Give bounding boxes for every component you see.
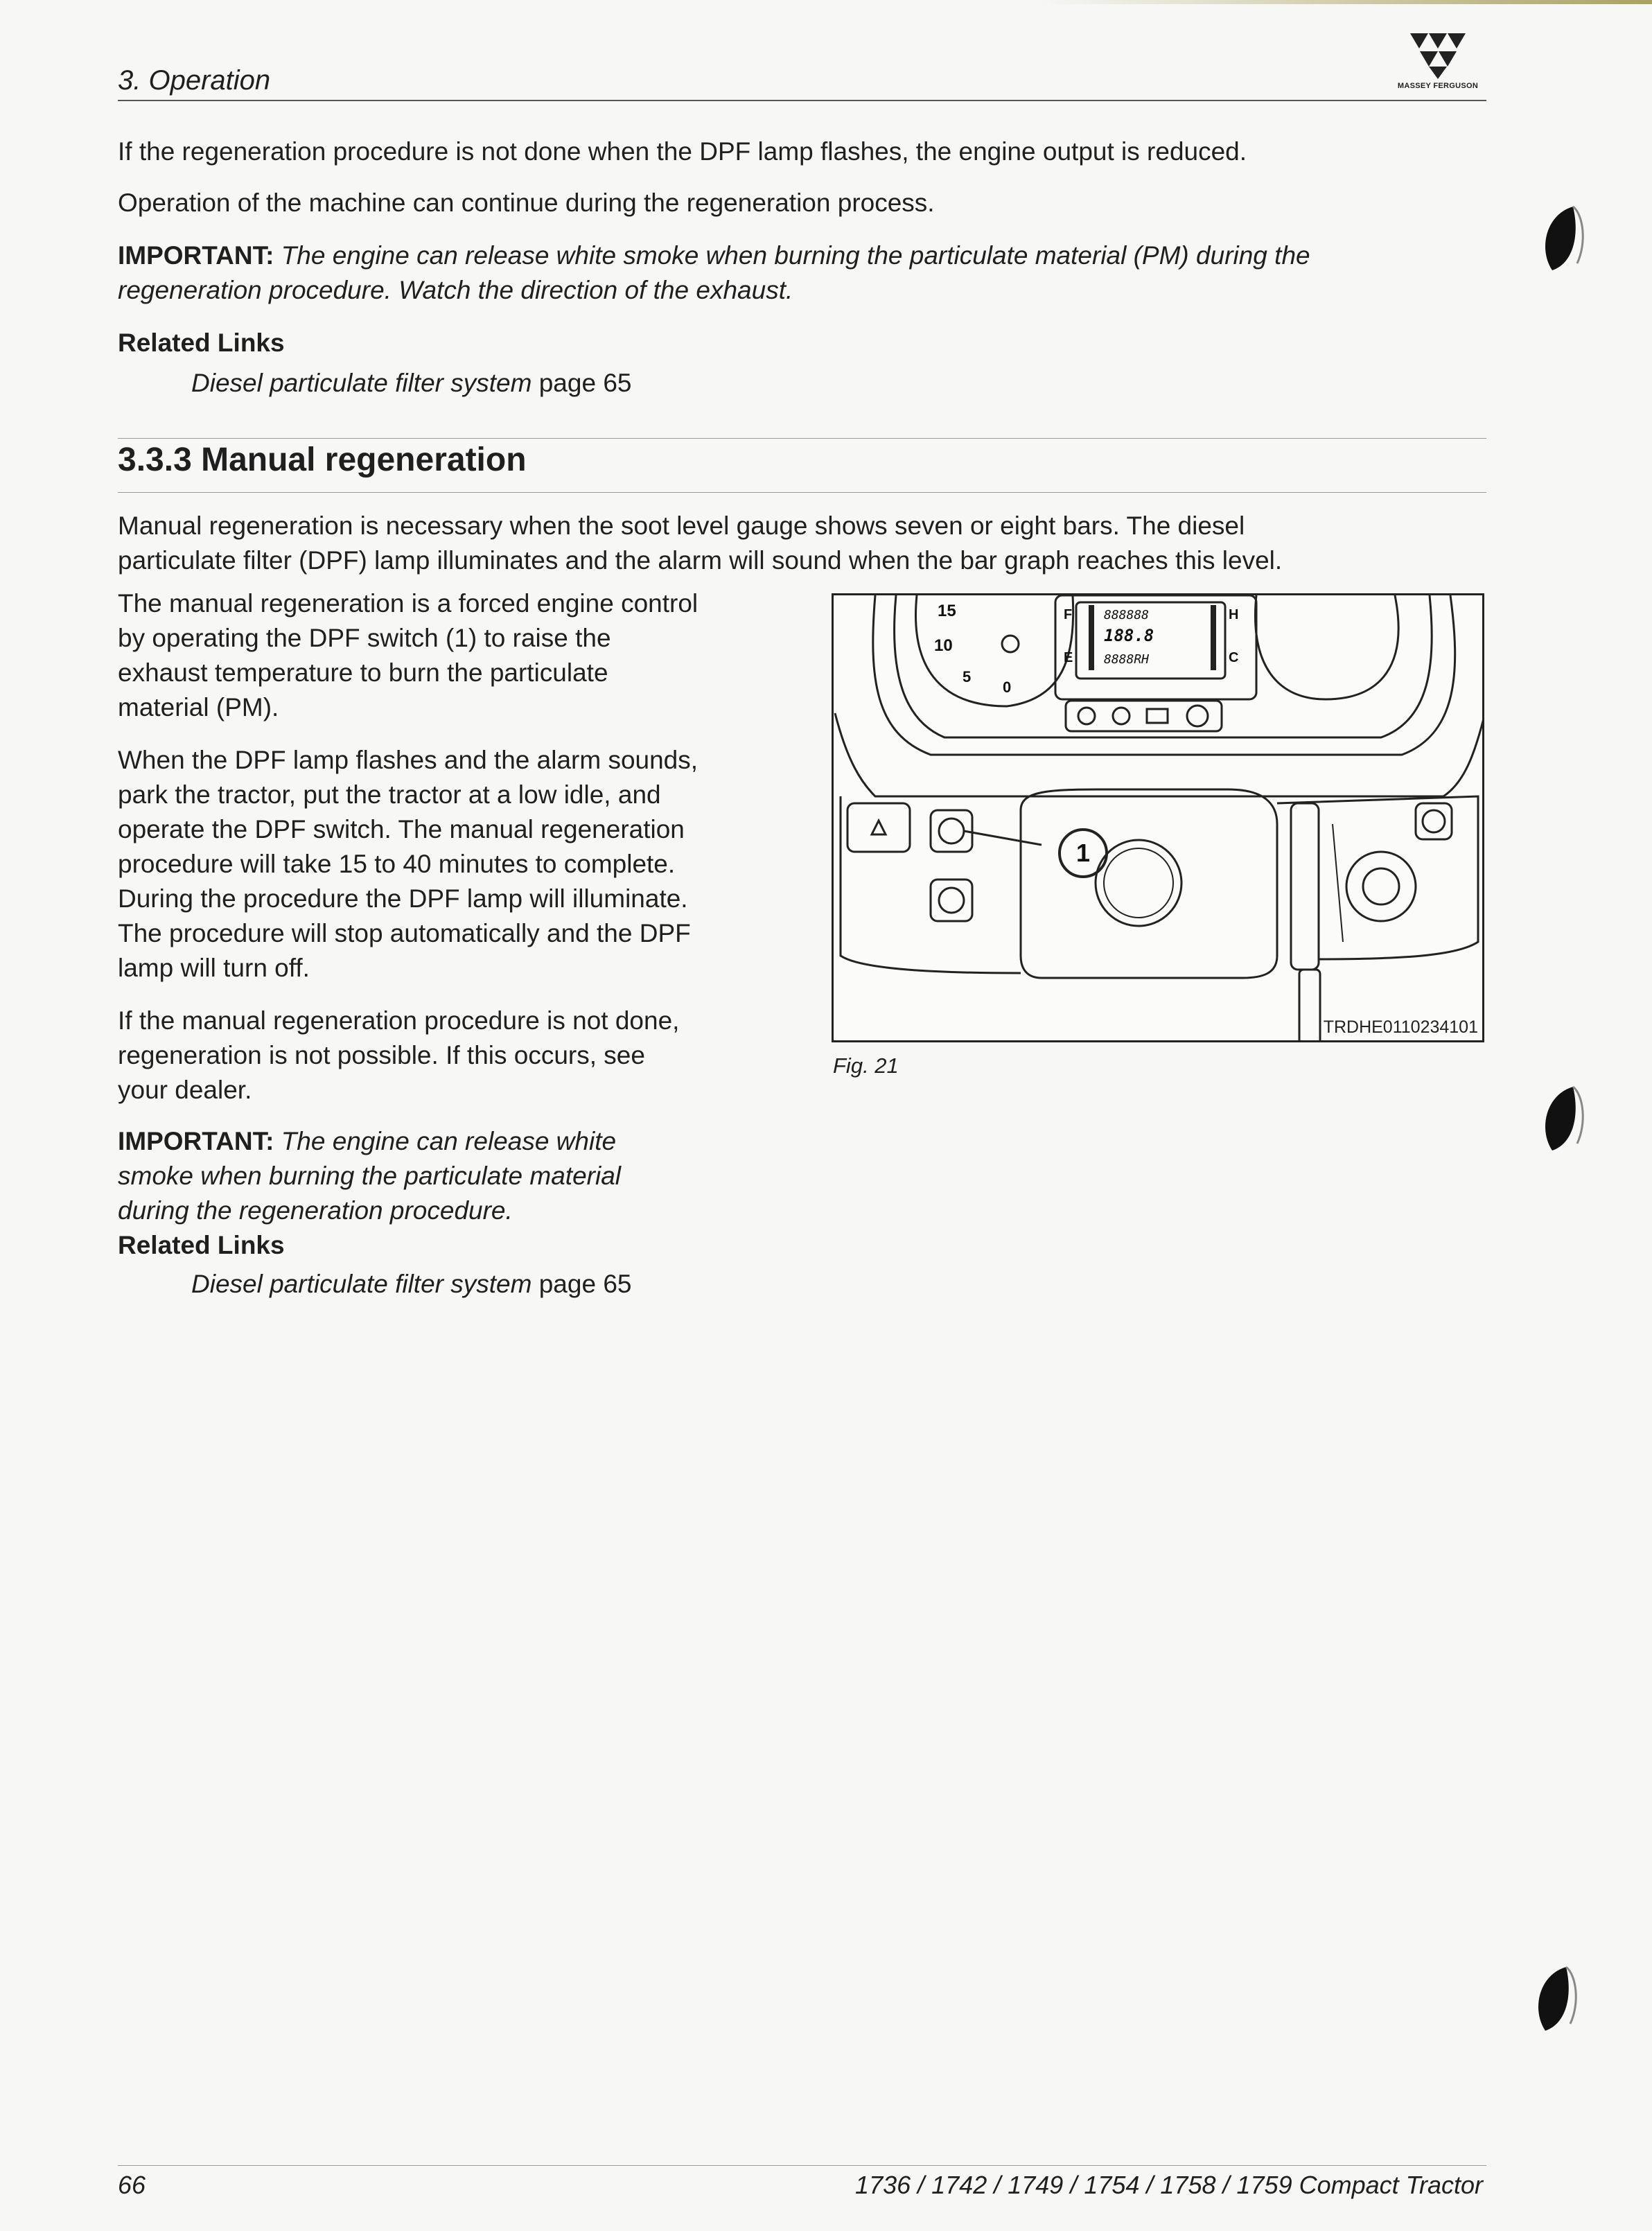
gauge-letter-h: H [1229, 607, 1239, 622]
section-rule-bottom [118, 492, 1486, 493]
important-note-2-text1: The engine can release white [281, 1127, 617, 1155]
lcd-row-1: 888888 [1104, 608, 1150, 622]
cup-holder [1096, 840, 1181, 926]
lcd-row-3: 8888RH [1104, 652, 1150, 667]
related-link-text[interactable]: Diesel particulate filter system [191, 369, 532, 397]
cup-holder-inner [1104, 848, 1173, 918]
indicator-lamp-1 [1078, 708, 1095, 724]
throttle-scale [1333, 824, 1343, 942]
important-note-2-line3 [118, 1193, 513, 1228]
related-links-heading-2: Related Links [118, 1231, 285, 1259]
dashboard-figure [832, 593, 1484, 1042]
footer-rule [118, 2165, 1486, 2166]
col-paragraph-1-line2: by operating the DPF switch (1) to raise the [118, 624, 611, 652]
col-paragraph-3-line1: If the manual regeneration procedure is not done, [118, 1006, 680, 1035]
related-link[interactable] [191, 366, 631, 401]
related-link-page[interactable]: page 65 [538, 369, 632, 397]
section-rule-top [118, 438, 1486, 439]
tach-label-0: 0 [1003, 679, 1012, 696]
pto-switch-button [1423, 810, 1445, 832]
footer-model-line: 1736 / 1742 / 1749 / 1754 / 1758 / 1759 Compact Tractor [855, 2171, 1483, 2199]
important-note-1 [118, 238, 1310, 273]
punch-hole-icon-2 [1531, 1081, 1587, 1157]
callout-number: 1 [1076, 839, 1091, 867]
throttle-lever [1299, 970, 1320, 1042]
important-note-1-line2 [118, 273, 793, 308]
figure-code: TRDHE0110234101 [1323, 1017, 1478, 1037]
hazard-switch [847, 803, 910, 852]
page-number: 66 [118, 2171, 146, 2199]
important-text: The engine can release white smoke when burning the particulate material (PM) during the [281, 241, 1310, 270]
related-link-2[interactable] [191, 1267, 631, 1302]
brand-logo [1386, 30, 1490, 93]
callout-leader [964, 831, 1042, 845]
figure-caption: Fig. 21 [833, 1053, 899, 1078]
key-switch-bezel [1346, 852, 1416, 921]
section-intro-line1: Manual regeneration is necessary when the soot level gauge shows seven or eight bars. The diesel [118, 511, 1245, 540]
dpf-switch-button [939, 819, 964, 843]
intro-paragraph-1: If the regeneration procedure is not done when the DPF lamp flashes, the engine output is reduced. [118, 137, 1247, 166]
right-control-panel [1277, 796, 1478, 959]
related-links-heading: Related Links [118, 329, 285, 357]
punch-hole-icon-3 [1524, 1961, 1580, 2038]
important-note-2-line1 [118, 1124, 616, 1159]
tach-label-15: 15 [938, 602, 956, 620]
col-paragraph-2-line7: lamp will turn off. [118, 954, 310, 982]
pto-switch [1416, 803, 1452, 839]
dashboard-line-drawing [834, 595, 1484, 1042]
parking-lamp-icon [1187, 706, 1208, 726]
logo-text: MASSEY FERGUSON [1397, 82, 1479, 90]
inhibit-switch-button [939, 888, 964, 913]
page-header-title: 3. Operation [118, 65, 271, 96]
section-intro-line2: particulate filter (DPF) lamp illuminates and the alarm will sound when the bar graph reaches this level. [118, 546, 1283, 575]
hazard-icon [872, 821, 886, 834]
tach-label-5: 5 [963, 668, 972, 685]
header-rule [118, 100, 1486, 101]
tach-label-10: 10 [934, 636, 953, 655]
center-panel [1021, 789, 1277, 978]
inhibit-switch [931, 880, 972, 921]
important-label: IMPORTANT: [118, 241, 274, 270]
gauge-letter-c: C [1229, 650, 1239, 665]
important-note-2-line2 [118, 1159, 621, 1193]
col-paragraph-2-line6: The procedure will stop automatically and the DPF [118, 919, 691, 947]
punch-hole-icon [1531, 201, 1587, 277]
hood-inner-outline [895, 595, 1432, 737]
important-note-2-text2: smoke when burning the particulate material [118, 1162, 621, 1190]
col-paragraph-3-line3: your dealer. [118, 1076, 252, 1104]
tachometer-hub [1002, 636, 1019, 652]
col-paragraph-1-line3: exhaust temperature to burn the particulate [118, 658, 608, 687]
right-gauge-rim [1255, 595, 1398, 699]
key-switch [1363, 868, 1399, 904]
col-paragraph-2-line4: procedure will take 15 to 40 minutes to complete. [118, 850, 676, 878]
related-link-2-page[interactable]: page 65 [538, 1270, 632, 1298]
throttle-slot [1291, 803, 1319, 970]
intro-paragraph-2: Operation of the machine can continue during the regeneration process. [118, 189, 935, 217]
indicator-lamp-2 [1113, 708, 1130, 724]
col-paragraph-2-line3: operate the DPF switch. The manual regeneration [118, 815, 685, 843]
col-paragraph-1-line4: material (PM). [118, 693, 279, 721]
col-paragraph-1-line1: The manual regeneration is a forced engine control [118, 589, 698, 618]
battery-lamp-icon [1147, 709, 1168, 723]
massey-ferguson-triple-triangle-icon [1410, 30, 1466, 80]
important-note-2-text3: during the regeneration procedure. [118, 1196, 513, 1225]
scan-edge [1039, 0, 1652, 4]
section-heading: 3.3.3 Manual regeneration [118, 441, 527, 478]
important-text-2: regeneration procedure. Watch the direction of the exhaust. [118, 276, 793, 304]
related-link-2-text[interactable]: Diesel particulate filter system [191, 1270, 532, 1298]
lcd-row-2: 188.8 [1104, 626, 1154, 645]
col-paragraph-3-line2: regeneration is not possible. If this occurs, see [118, 1041, 645, 1069]
col-paragraph-2-line2: park the tractor, put the tractor at a low idle, and [118, 780, 661, 809]
col-paragraph-2-line1: When the DPF lamp flashes and the alarm sounds, [118, 746, 698, 774]
important-label-2: IMPORTANT: [118, 1127, 274, 1155]
gauge-letter-e: E [1064, 650, 1073, 665]
col-paragraph-2-line5: During the procedure the DPF lamp will illuminate. [118, 884, 688, 913]
gauge-letter-f: F [1064, 607, 1073, 622]
